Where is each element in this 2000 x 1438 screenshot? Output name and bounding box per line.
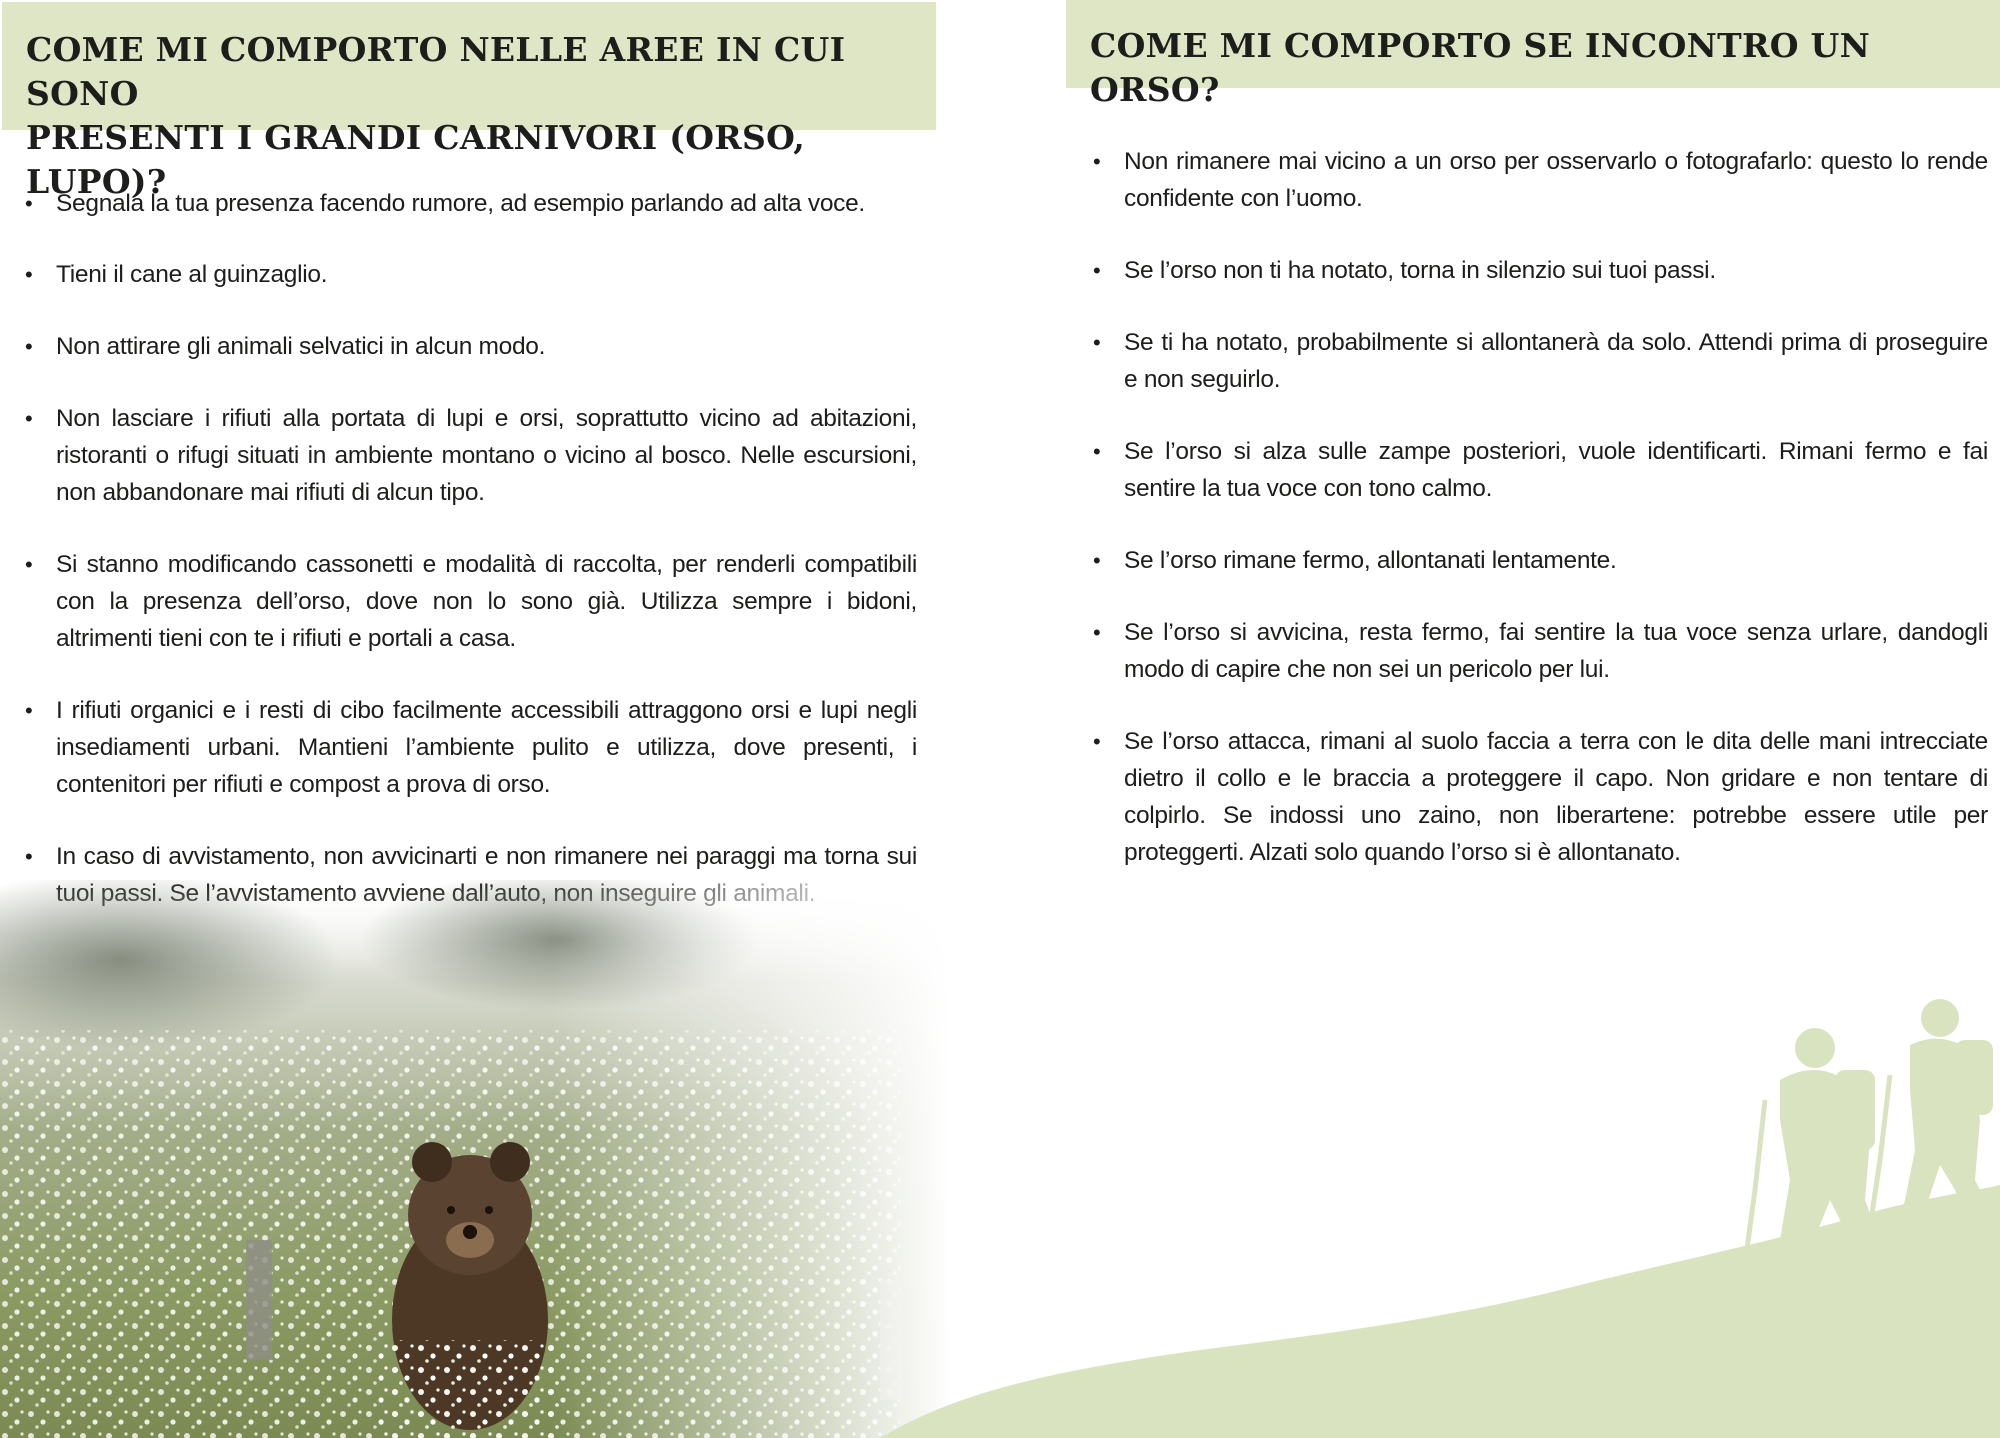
list-item: • I rifiuti organici e i resti di cibo facilmente accessibili attraggono orsi e lupi negli insediamenti urbani. Mantieni l’ambiente pulito e utilizza, dove presenti, i contenitori per rifiuti e compost a prova di orso. bbox=[25, 692, 917, 803]
list-item: • Segnala la tua presenza facendo rumore, ad esempio parlando ad alta voce. bbox=[25, 185, 917, 222]
list-item: • Se l’orso non ti ha notato, torna in silenzio sui tuoi passi. bbox=[1093, 252, 1988, 289]
list-item: • Non rimanere mai vicino a un orso per osservarlo o fotografarlo: questo lo rende confidente con l’uomo. bbox=[1093, 143, 1988, 217]
list-item: • Non attirare gli animali selvatici in alcun modo. bbox=[25, 328, 917, 365]
list-item: • Non lasciare i rifiuti alla portata di lupi e orsi, soprattutto vicino ad abitazioni, ristoranti o rifugi situati in ambiente montano o vicino al bosco. Nelle escursioni, non abbandonare mai rifiuti di alcun tipo. bbox=[25, 400, 917, 511]
list-item: • Se l’orso si alza sulle zampe posteriori, vuole identificarti. Rimani fermo e fai sentire la tua voce con tono calmo. bbox=[1093, 433, 1988, 507]
right-section-header bbox=[1066, 0, 2000, 109]
left-section-header bbox=[2, 2, 936, 201]
left-title-line-1: COME MI COMPORTO NELLE AREE IN CUI SONO bbox=[26, 30, 846, 113]
right-section-title: COME MI COMPORTO SE INCONTRO UN ORSO? bbox=[1090, 26, 1871, 109]
left-section-title bbox=[2, 2, 936, 204]
list-item: • Si stanno modificando cassonetti e modalità di raccolta, per renderli compatibili con la presenza dell’orso, dove non lo sono già. Utilizza sempre i bidoni, altrimenti tieni con te i rifiuti e portali a casa. bbox=[25, 546, 917, 657]
list-item: • Se l’orso rimane fermo, allontanati lentamente. bbox=[1093, 542, 1988, 579]
list-item: • Se ti ha notato, probabilmente si allontanerà da solo. Attendi prima di proseguire e non seguirlo. bbox=[1093, 324, 1988, 398]
left-bullet-list bbox=[25, 185, 917, 912]
right-bullet-list bbox=[1093, 143, 1988, 871]
list-item: • In caso di avvistamento, non avvicinarti e non rimanere nei paraggi ma torna sui bbox=[25, 838, 917, 912]
list-item: • Tieni il cane al guinzaglio. bbox=[25, 256, 917, 293]
bear-meadow-photo bbox=[0, 880, 1000, 1438]
list-item: • Se l’orso attacca, rimani al suolo faccia a terra con le dita delle mani intrecciate dietro il collo e le braccia a proteggere il capo. Non gridare e non tentare di colpirlo. Se indossi uno zaino, non liberartene: potrebbe essere utile per proteggerti. Alzati solo quando l’orso si è allontanato. bbox=[1093, 723, 1988, 871]
hikers-silhouette bbox=[880, 990, 2000, 1438]
list-item: • Se l’orso si avvicina, resta fermo, fai sentire la tua voce senza urlare, dandogli modo di capire che non sei un pericolo per lui. bbox=[1093, 614, 1988, 688]
left-title-line-2: PRESENTI I GRANDI CARNIVORI (ORSO, LUPO)? bbox=[26, 118, 805, 201]
